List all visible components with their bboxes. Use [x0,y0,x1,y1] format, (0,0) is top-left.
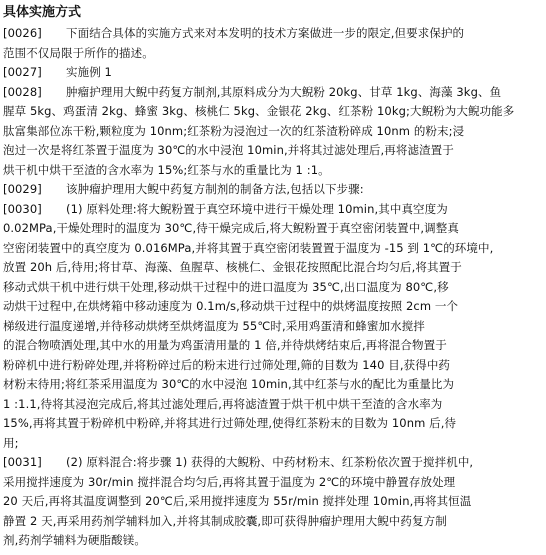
text-line [3,180,364,198]
line-text: 移动式烘干机中进行烘干处理,移动烘干过程中的进口温度为 35℃,出口温度为 80℃,移 [3,279,449,294]
line-text: 材粉末待用;将红茶采用温度为 30℃的水中浸泡 10min,其中红茶与水的配比为重量比为 [3,377,455,391]
text-line [3,258,462,276]
line-text: 15%,再将其置于粉碎机中粉碎,并将其进行过筛处理,使得红茶粉末的目数为 10nm 后,待 [3,416,457,430]
text-line [3,278,449,296]
text-line [3,453,473,471]
section-title: 具体实施方式 [3,5,82,20]
line-text: 动烘干过程中,在烘烤箱中移动速度为 0.1m/s,移动烘干过程中的烘烤温度按照 2cm 一个 [3,299,459,313]
text-line [3,161,330,179]
text-line [3,434,19,452]
line-text: 梯级进行温度递增,并待移动烘烤至烘烤温度为 55℃时,采用鸡蛋清和蜂蜜加水搅拌 [3,318,425,333]
line-text: 静置 2 天,再采用药剂学辅料加入,并将其制成胶囊,即可获得肿瘤护理用大鲵中药复方制 [3,513,447,528]
line-text: 空密闭装置中的真空度为 0.016MPa,并将其置于真空密闭装置置于温度为 -15 到 1℃的环境中, [3,240,494,255]
text-line [3,219,459,237]
paragraph-number: [0029] [3,182,42,196]
line-text: 下面结合具体的实施方式来对本发明的技术方案做进一步的限定,但要求保护的 [66,26,465,40]
line-text: 放置 20h 后,待用;将甘草、海藻、鱼腥草、核桃仁、金银花按照配比混合均匀后,将其置于 [3,260,462,274]
line-text: (1) 原料处理:将大鲵粉置于真空环境中进行干燥处理 10min,其中真空度为 [66,201,448,216]
text-line [3,414,456,432]
text-line [3,63,112,81]
line-text: 该肿瘤护理用大鲵中药复方制剂的制备方法,包括以下步骤: [66,182,364,196]
text-line [3,141,454,159]
line-text: 1 :1.1,待将其浸泡完成后,将其过滤处理后,再将滤渣置于烘干机中烘干至渣的含水率为 [3,396,443,411]
paragraph-number: [0031] [3,455,42,469]
text-line [3,512,447,530]
text-line [3,356,450,374]
paragraph-number: [0028] [3,84,42,99]
line-text: 20 天后,再将其温度调整到 20℃后,采用搅拌速度为 55r/min 搅拌处理 10min,再将其恒温 [3,494,472,508]
line-text: 肿瘤护理用大鲵中药复方制剂,其原料成分为大鲵粉 20kg、甘草 1kg、海藻 3kg、鱼 [66,84,502,99]
line-text: (2) 原料混合:将步骤 1) 获得的大鲵粉、中药材粉末、红茶粉依次置于搅拌机中, [66,455,474,469]
text-line [3,200,448,218]
text-line [3,122,464,140]
text-line [3,395,442,413]
text-line [3,317,425,335]
line-text: 用; [3,435,19,450]
line-text: 范围不仅局限于所作的描述。 [3,45,154,60]
text-line [3,375,454,393]
line-text: 的混合物喷洒处理,其中水的用量为鸡蛋清用量的 1 倍,并待烘烤结束后,再将混合物置于 [3,338,447,352]
text-line [3,24,464,42]
text-line [3,83,501,101]
line-text: 肽富集部位冻干粉,颗粒度为 10nm;红茶粉为浸泡过一次的红茶渣粉碎成 10nm 的粉末;浸 [3,123,465,138]
text-line [3,239,493,257]
line-text: 0.02MPa,干燥处理时的温度为 30℃,待干燥完成后,将大鲵粉置于真空密闭装置中,调整真 [3,221,459,235]
line-text: 烘干机中烘干至渣的含水率为 15%;红茶与水的重量比为 1 :1。 [3,162,330,177]
paragraph-number: [0027] [3,65,42,79]
line-text: 实施例 1 [66,65,112,79]
text-line [3,473,455,491]
line-text: 剂,药剂学辅料为硬脂酸镁。 [3,533,146,547]
text-line [3,336,447,354]
paragraph-number: [0026] [3,26,42,40]
line-text: 泡过一次是将红茶置于温度为 30℃的水中浸泡 10min,并将其过滤处理后,再将滤渣置于 [3,143,454,157]
line-text: 采用搅拌速度为 30r/min 搅拌混合均匀后,再将其置于温度为 2℃的环境中静置存放处理 [3,474,456,489]
text-line [3,531,146,549]
line-text: 粉碎机中进行粉碎处理,并将粉碎过后的粉末进行过筛处理,筛的目数为 140 目,获得中药 [3,357,451,372]
text-line [3,44,154,62]
paragraph-number: [0030] [3,201,42,216]
line-text: 腥草 5kg、鸡蛋清 2kg、蜂蜜 3kg、核桃仁 5kg、金银花 2kg、红茶粉 10kg;大鲵粉为大鲵功能多 [3,104,515,118]
text-line [3,297,458,315]
text-line [3,492,471,510]
text-line [3,102,514,120]
